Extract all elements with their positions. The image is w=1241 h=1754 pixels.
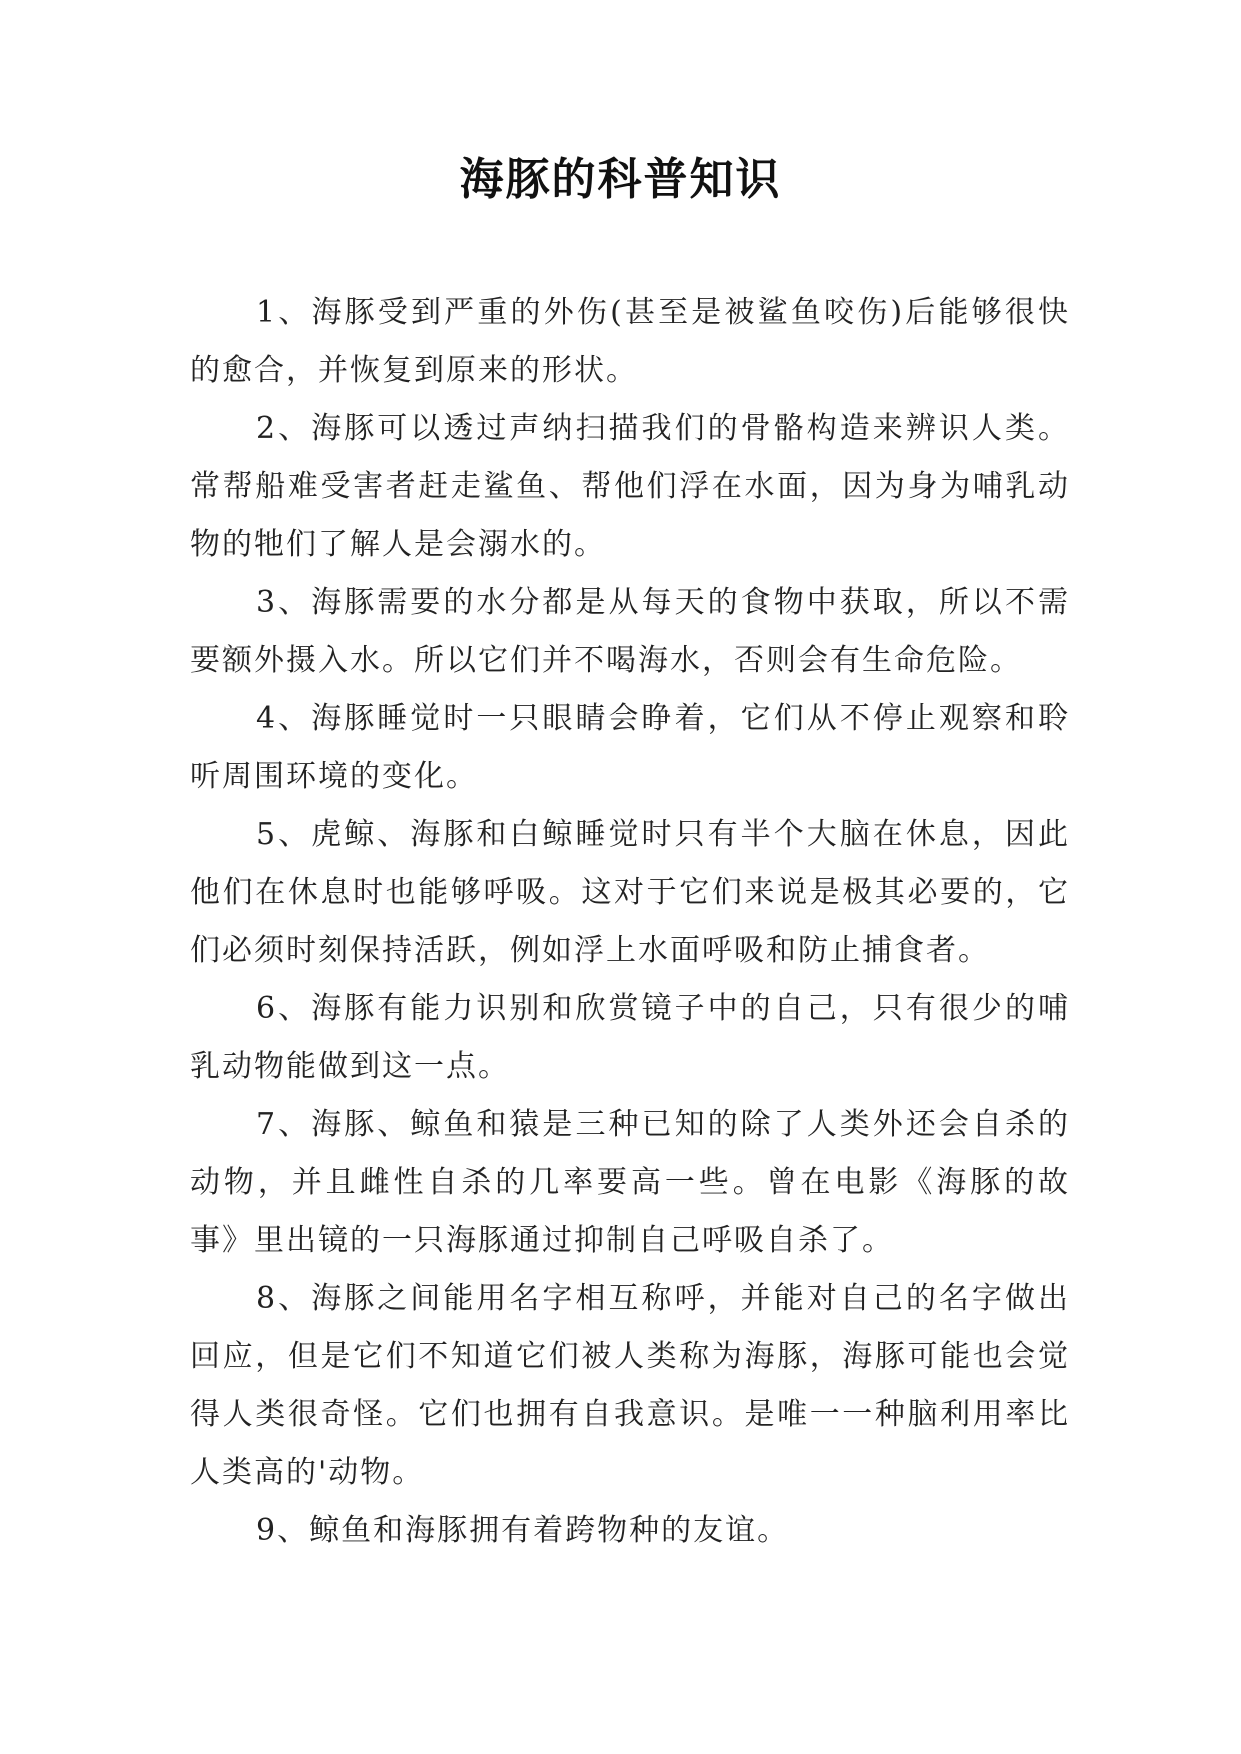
paragraph-9: 9、鲸鱼和海豚拥有着跨物种的友谊。 bbox=[256, 1513, 790, 1548]
paragraph-8: 8、海豚之间能用名字相互称呼，并能对自己的名字做出回应，但是它们不知道它们被人类称为海豚，海豚可能也会觉得人类很奇怪。它们也拥有自我意识。是唯一一种脑利用率比人类高的'动物。 bbox=[190, 1281, 1070, 1490]
paragraph-3: 3、海豚需要的水分都是从每天的食物中获取，所以不需要额外摄入水。所以它们并不喝海水，否则会有生命危险。 bbox=[190, 585, 1070, 678]
paragraph-5: 5、虎鲸、海豚和白鲸睡觉时只有半个大脑在休息，因此他们在休息时也能够呼吸。这对于它们来说是极其必要的，它们必须时刻保持活跃，例如浮上水面呼吸和防止捕食者。 bbox=[190, 817, 1070, 968]
paragraph-4: 4、海豚睡觉时一只眼睛会睁着，它们从不停止观察和聆听周围环境的变化。 bbox=[190, 701, 1070, 794]
document-body bbox=[190, 284, 1070, 1560]
paragraph-7: 7、海豚、鲸鱼和猿是三种已知的除了人类外还会自杀的动物，并且雌性自杀的几率要高一些。曾在电影《海豚的故事》里出镜的一只海豚通过抑制自己呼吸自杀了。 bbox=[190, 1107, 1070, 1258]
paragraph-2: 2、海豚可以透过声纳扫描我们的骨骼构造来辨识人类。常帮船难受害者赶走鲨鱼、帮他们浮在水面，因为身为哺乳动物的牠们了解人是会溺水的。 bbox=[190, 411, 1070, 562]
paragraph-6: 6、海豚有能力识别和欣赏镜子中的自己，只有很少的哺乳动物能做到这一点。 bbox=[190, 991, 1070, 1084]
document-title: 海豚的科普知识 bbox=[459, 154, 782, 205]
paragraph-1: 1、海豚受到严重的外伤(甚至是被鲨鱼咬伤)后能够很快的愈合，并恢复到原来的形状。 bbox=[190, 295, 1070, 388]
